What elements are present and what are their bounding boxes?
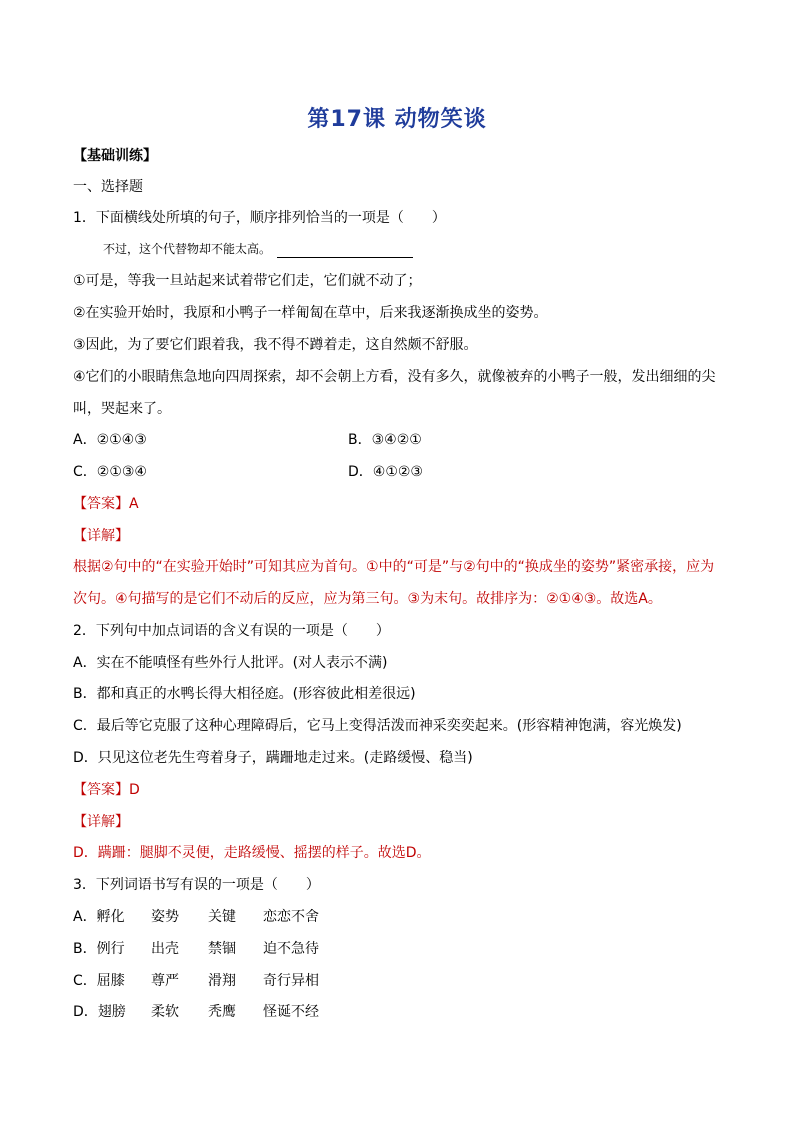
q1-sentence-4-cont: 叫，哭起来了。 [73, 401, 171, 417]
q3-d-word-4: 怪诞不经 [263, 1004, 319, 1020]
q2-detail-label: 【详解】 [73, 814, 129, 830]
q3-option-d [73, 1002, 319, 1022]
q3-d-word-2: 柔软 [151, 1004, 179, 1020]
q1-explanation-2: 次句。④句描写的是它们不动后的反应，应为第三句。③为末句。故排序为：②①④③。故选A。 [73, 591, 662, 607]
q3-c-word-2: 尊严 [151, 973, 179, 989]
q2-answer: 【答案】D [73, 782, 140, 798]
q1-option-b: B．③④②① [348, 432, 422, 448]
q1-sentence-4: ④它们的小眼睛焦急地向四周探索，却不会朝上方看，没有多久，就像被弃的小鸭子一般，发出细细的尖 [73, 369, 716, 385]
page-title: 第17课 动物笑谈 [307, 107, 487, 132]
q3-b-word-4: 迫不急待 [263, 941, 319, 957]
q1-answer: 【答案】A [73, 496, 139, 512]
q3-stem: 3．下列词语书写有误的一项是（ ） [73, 877, 320, 893]
q3-a-word-4: 恋恋不舍 [263, 909, 319, 925]
q3-option-c [73, 971, 319, 991]
q2-option-b: B．都和真正的水鸭长得大相径庭。(形容彼此相差很远) [73, 686, 416, 702]
section-heading: 【基础训练】 [73, 148, 157, 164]
q1-quote [103, 240, 413, 258]
q3-c-word-4: 奇行异相 [263, 973, 319, 989]
q3-d-word-3: 秃鹰 [208, 1004, 236, 1020]
q2-explanation: D．蹒跚：腿脚不灵便，走路缓慢、摇摆的样子。故选D。 [73, 845, 431, 861]
q1-quote-text: 不过，这个代替物却不能太高。 [103, 242, 272, 256]
q3-a-word-3: 关键 [208, 909, 236, 925]
q1-option-d: D．④①②③ [348, 464, 423, 480]
q1-option-c: C．②①③④ [73, 464, 147, 480]
part-heading: 一、选择题 [73, 179, 143, 195]
q1-blank-line [277, 243, 413, 258]
q1-detail-label: 【详解】 [73, 528, 129, 544]
q3-d-word-1: D．翅膀 [73, 1004, 126, 1020]
q2-option-c: C．最后等它克服了这种心理障碍后，它马上变得活泼而神采奕奕起来。(形容精神饱满，容光焕发) [73, 718, 682, 734]
q1-sentence-2: ②在实验开始时，我原和小鸭子一样匍匐在草中，后来我逐渐换成坐的姿势。 [73, 305, 548, 321]
q1-option-a: A．②①④③ [73, 432, 147, 448]
q1-explanation-1: 根据②句中的“在实验开始时”可知其应为首句。①中的“可是”与②句中的“换成坐的姿势”紧密承接，应为 [73, 559, 715, 575]
q3-b-word-3: 禁锢 [208, 941, 236, 957]
q1-sentence-3: ③因此，为了要它们跟着我，我不得不蹲着走，这自然颇不舒服。 [73, 337, 478, 353]
q3-b-word-2: 出壳 [151, 941, 179, 957]
q3-option-a [73, 907, 319, 927]
q3-b-word-1: B．例行 [73, 941, 125, 957]
q1-sentence-1: ①可是，等我一旦站起来试着带它们走，它们就不动了； [73, 273, 422, 289]
q3-a-word-1: A．孵化 [73, 909, 125, 925]
q3-a-word-2: 姿势 [151, 909, 179, 925]
q3-option-b [73, 939, 319, 959]
q2-option-d: D．只见这位老先生弯着身子，蹒跚地走过来。(走路缓慢、稳当) [73, 750, 473, 766]
q3-c-word-1: C．屈膝 [73, 973, 125, 989]
q2-option-a: A．实在不能嗔怪有些外行人批评。(对人表示不满) [73, 655, 388, 671]
q1-stem: 1．下面横线处所填的句子，顺序排列恰当的一项是（ ） [73, 210, 446, 226]
q2-stem: 2．下列句中加点词语的含义有误的一项是（ ） [73, 623, 390, 639]
q3-c-word-3: 滑翔 [208, 973, 236, 989]
